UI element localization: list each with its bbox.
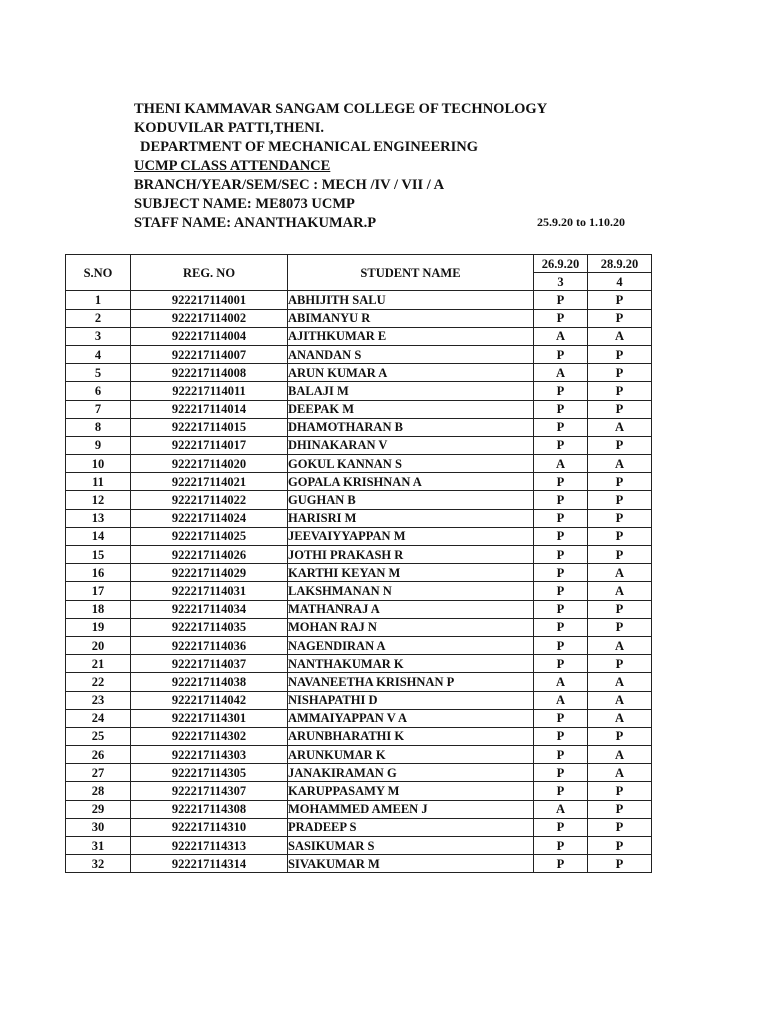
cell-attendance: P <box>588 473 652 491</box>
cell-attendance: P <box>534 473 588 491</box>
cell-attendance: P <box>534 618 588 636</box>
cell-attendance: P <box>588 800 652 818</box>
cell-student-name: BALAJI M <box>288 382 534 400</box>
document-title: UCMP CLASS ATTENDANCE <box>134 158 331 174</box>
cell-reg-no: 922217114301 <box>131 709 288 727</box>
cell-student-name: LAKSHMANAN N <box>288 582 534 600</box>
cell-attendance: P <box>588 491 652 509</box>
cell-attendance: A <box>588 564 652 582</box>
cell-reg-no: 922217114308 <box>131 800 288 818</box>
cell-student-name: MATHANRAJ A <box>288 600 534 618</box>
cell-sno: 7 <box>66 400 131 418</box>
cell-sno: 5 <box>66 364 131 382</box>
cell-student-name: JEEVAIYYAPPAN M <box>288 527 534 545</box>
cell-sno: 14 <box>66 527 131 545</box>
cell-attendance: A <box>588 582 652 600</box>
cell-attendance: P <box>588 782 652 800</box>
cell-student-name: AMMAIYAPPAN V A <box>288 709 534 727</box>
cell-attendance: P <box>534 655 588 673</box>
attendance-table <box>65 254 652 873</box>
cell-student-name: NISHAPATHI D <box>288 691 534 709</box>
cell-student-name: AJITHKUMAR E <box>288 327 534 345</box>
table-row <box>66 600 652 618</box>
column-header-period: 4 <box>588 273 652 291</box>
cell-reg-no: 922217114024 <box>131 509 288 527</box>
cell-student-name: NAGENDIRAN A <box>288 636 534 654</box>
cell-attendance: A <box>534 673 588 691</box>
cell-sno: 24 <box>66 709 131 727</box>
column-header-period: 3 <box>534 273 588 291</box>
cell-reg-no: 922217114303 <box>131 746 288 764</box>
cell-reg-no: 922217114025 <box>131 527 288 545</box>
cell-attendance: A <box>534 364 588 382</box>
cell-sno: 19 <box>66 618 131 636</box>
cell-attendance: P <box>588 527 652 545</box>
cell-sno: 25 <box>66 727 131 745</box>
cell-student-name: HARISRI M <box>288 509 534 527</box>
cell-attendance: P <box>588 509 652 527</box>
cell-attendance: P <box>534 345 588 363</box>
cell-student-name: JANAKIRAMAN G <box>288 764 534 782</box>
cell-attendance: P <box>534 837 588 855</box>
cell-sno: 1 <box>66 291 131 309</box>
cell-student-name: GOKUL KANNAN S <box>288 455 534 473</box>
college-name: THENI KAMMAVAR SANGAM COLLEGE OF TECHNOLOGY <box>134 101 548 117</box>
cell-sno: 17 <box>66 582 131 600</box>
table-row <box>66 455 652 473</box>
cell-attendance: P <box>534 418 588 436</box>
cell-attendance: A <box>588 636 652 654</box>
cell-reg-no: 922217114036 <box>131 636 288 654</box>
cell-sno: 27 <box>66 764 131 782</box>
cell-sno: 18 <box>66 600 131 618</box>
cell-attendance: P <box>534 491 588 509</box>
cell-reg-no: 922217114004 <box>131 327 288 345</box>
cell-attendance: P <box>534 400 588 418</box>
table-row <box>66 855 652 873</box>
table-row <box>66 418 652 436</box>
cell-reg-no: 922217114026 <box>131 546 288 564</box>
column-header-reg-no: REG. NO <box>131 255 288 291</box>
cell-attendance: P <box>588 345 652 363</box>
cell-attendance: P <box>588 855 652 873</box>
column-header-date: 28.9.20 <box>588 255 652 273</box>
cell-sno: 22 <box>66 673 131 691</box>
cell-reg-no: 922217114011 <box>131 382 288 400</box>
table-row <box>66 345 652 363</box>
cell-reg-no: 922217114042 <box>131 691 288 709</box>
cell-reg-no: 922217114031 <box>131 582 288 600</box>
cell-sno: 23 <box>66 691 131 709</box>
cell-sno: 16 <box>66 564 131 582</box>
cell-attendance: P <box>588 436 652 454</box>
cell-sno: 31 <box>66 837 131 855</box>
cell-student-name: DEEPAK M <box>288 400 534 418</box>
cell-reg-no: 922217114008 <box>131 364 288 382</box>
cell-student-name: ARUNKUMAR K <box>288 746 534 764</box>
cell-sno: 28 <box>66 782 131 800</box>
cell-attendance: P <box>534 309 588 327</box>
cell-attendance: P <box>534 855 588 873</box>
cell-attendance: P <box>534 764 588 782</box>
cell-attendance: P <box>588 727 652 745</box>
cell-attendance: A <box>588 327 652 345</box>
column-header-student-name: STUDENT NAME <box>288 255 534 291</box>
cell-attendance: A <box>588 709 652 727</box>
cell-reg-no: 922217114020 <box>131 455 288 473</box>
cell-attendance: P <box>534 436 588 454</box>
cell-reg-no: 922217114014 <box>131 400 288 418</box>
cell-attendance: P <box>588 546 652 564</box>
cell-reg-no: 922217114305 <box>131 764 288 782</box>
cell-sno: 4 <box>66 345 131 363</box>
cell-attendance: A <box>534 691 588 709</box>
cell-attendance: A <box>588 418 652 436</box>
cell-sno: 20 <box>66 636 131 654</box>
table-row <box>66 527 652 545</box>
cell-attendance: P <box>534 509 588 527</box>
cell-reg-no: 922217114034 <box>131 600 288 618</box>
document-header <box>134 100 547 233</box>
cell-student-name: NANTHAKUMAR K <box>288 655 534 673</box>
cell-student-name: GUGHAN B <box>288 491 534 509</box>
cell-attendance: P <box>534 746 588 764</box>
table-row <box>66 673 652 691</box>
cell-student-name: ABIMANYU R <box>288 309 534 327</box>
cell-attendance: P <box>534 564 588 582</box>
cell-sno: 21 <box>66 655 131 673</box>
cell-attendance: A <box>534 327 588 345</box>
cell-reg-no: 922217114002 <box>131 309 288 327</box>
table-row <box>66 309 652 327</box>
table-row <box>66 782 652 800</box>
cell-attendance: A <box>588 746 652 764</box>
cell-reg-no: 922217114021 <box>131 473 288 491</box>
table-row <box>66 400 652 418</box>
table-row <box>66 800 652 818</box>
cell-attendance: P <box>588 837 652 855</box>
cell-student-name: JOTHI PRAKASH R <box>288 546 534 564</box>
cell-reg-no: 922217114310 <box>131 818 288 836</box>
cell-reg-no: 922217114001 <box>131 291 288 309</box>
cell-sno: 3 <box>66 327 131 345</box>
cell-attendance: P <box>588 400 652 418</box>
cell-sno: 9 <box>66 436 131 454</box>
cell-reg-no: 922217114307 <box>131 782 288 800</box>
table-row <box>66 709 652 727</box>
cell-attendance: P <box>588 309 652 327</box>
cell-attendance: P <box>534 782 588 800</box>
cell-reg-no: 922217114038 <box>131 673 288 691</box>
table-row <box>66 564 652 582</box>
cell-attendance: A <box>588 455 652 473</box>
table-row <box>66 582 652 600</box>
cell-reg-no: 922217114035 <box>131 618 288 636</box>
cell-student-name: MOHAN RAJ N <box>288 618 534 636</box>
cell-attendance: P <box>588 382 652 400</box>
table-row <box>66 727 652 745</box>
cell-attendance: P <box>588 618 652 636</box>
cell-reg-no: 922217114029 <box>131 564 288 582</box>
table-row <box>66 764 652 782</box>
cell-sno: 13 <box>66 509 131 527</box>
cell-student-name: ANANDAN S <box>288 345 534 363</box>
cell-attendance: P <box>534 291 588 309</box>
cell-student-name: DHINAKARAN V <box>288 436 534 454</box>
cell-sno: 8 <box>66 418 131 436</box>
cell-attendance: P <box>534 727 588 745</box>
cell-attendance: P <box>588 364 652 382</box>
column-header-sno: S.NO <box>66 255 131 291</box>
cell-sno: 6 <box>66 382 131 400</box>
cell-attendance: A <box>588 673 652 691</box>
cell-student-name: SIVAKUMAR M <box>288 855 534 873</box>
cell-student-name: ARUN KUMAR A <box>288 364 534 382</box>
cell-reg-no: 922217114037 <box>131 655 288 673</box>
cell-student-name: ARUNBHARATHI K <box>288 727 534 745</box>
cell-sno: 32 <box>66 855 131 873</box>
college-location: KODUVILAR PATTI,THENI. <box>134 120 325 136</box>
cell-sno: 26 <box>66 746 131 764</box>
cell-reg-no: 922217114007 <box>131 345 288 363</box>
cell-student-name: NAVANEETHA KRISHNAN P <box>288 673 534 691</box>
branch-info: BRANCH/YEAR/SEM/SEC : MECH /IV / VII / A <box>134 177 445 193</box>
table-row <box>66 436 652 454</box>
table-row <box>66 382 652 400</box>
cell-student-name: MOHAMMED AMEEN J <box>288 800 534 818</box>
table-row <box>66 327 652 345</box>
cell-sno: 29 <box>66 800 131 818</box>
cell-attendance: P <box>534 382 588 400</box>
cell-attendance: A <box>534 455 588 473</box>
cell-sno: 30 <box>66 818 131 836</box>
table-row <box>66 746 652 764</box>
cell-reg-no: 922217114313 <box>131 837 288 855</box>
cell-reg-no: 922217114017 <box>131 436 288 454</box>
cell-student-name: GOPALA KRISHNAN A <box>288 473 534 491</box>
cell-attendance: P <box>534 636 588 654</box>
cell-student-name: PRADEEP S <box>288 818 534 836</box>
cell-student-name: DHAMOTHARAN B <box>288 418 534 436</box>
cell-attendance: P <box>588 600 652 618</box>
table-row <box>66 655 652 673</box>
table-row <box>66 509 652 527</box>
cell-sno: 11 <box>66 473 131 491</box>
cell-student-name: SASIKUMAR S <box>288 837 534 855</box>
cell-attendance: P <box>534 709 588 727</box>
cell-attendance: P <box>588 655 652 673</box>
table-row <box>66 837 652 855</box>
staff-info: STAFF NAME: ANANTHAKUMAR.P <box>134 215 377 231</box>
cell-attendance: A <box>534 800 588 818</box>
cell-attendance: P <box>588 818 652 836</box>
cell-attendance: P <box>534 546 588 564</box>
cell-student-name: ABHIJITH SALU <box>288 291 534 309</box>
department-name: DEPARTMENT OF MECHANICAL ENGINEERING <box>140 139 478 155</box>
cell-attendance: A <box>588 764 652 782</box>
cell-sno: 12 <box>66 491 131 509</box>
cell-student-name: KARTHI KEYAN M <box>288 564 534 582</box>
attendance-rows <box>66 291 652 873</box>
cell-reg-no: 922217114314 <box>131 855 288 873</box>
cell-attendance: P <box>534 600 588 618</box>
cell-attendance: P <box>534 818 588 836</box>
table-row <box>66 818 652 836</box>
table-row <box>66 473 652 491</box>
cell-sno: 15 <box>66 546 131 564</box>
cell-sno: 2 <box>66 309 131 327</box>
table-row <box>66 618 652 636</box>
subject-info: SUBJECT NAME: ME8073 UCMP <box>134 196 355 212</box>
table-row <box>66 636 652 654</box>
cell-attendance: P <box>588 291 652 309</box>
cell-attendance: P <box>534 582 588 600</box>
table-row <box>66 691 652 709</box>
cell-student-name: KARUPPASAMY M <box>288 782 534 800</box>
table-row <box>66 491 652 509</box>
cell-attendance: P <box>534 527 588 545</box>
column-header-date: 26.9.20 <box>534 255 588 273</box>
table-row <box>66 291 652 309</box>
cell-reg-no: 922217114022 <box>131 491 288 509</box>
cell-reg-no: 922217114015 <box>131 418 288 436</box>
table-row <box>66 546 652 564</box>
cell-attendance: A <box>588 691 652 709</box>
cell-reg-no: 922217114302 <box>131 727 288 745</box>
cell-sno: 10 <box>66 455 131 473</box>
table-row <box>66 364 652 382</box>
date-range: 25.9.20 to 1.10.20 <box>537 215 625 229</box>
